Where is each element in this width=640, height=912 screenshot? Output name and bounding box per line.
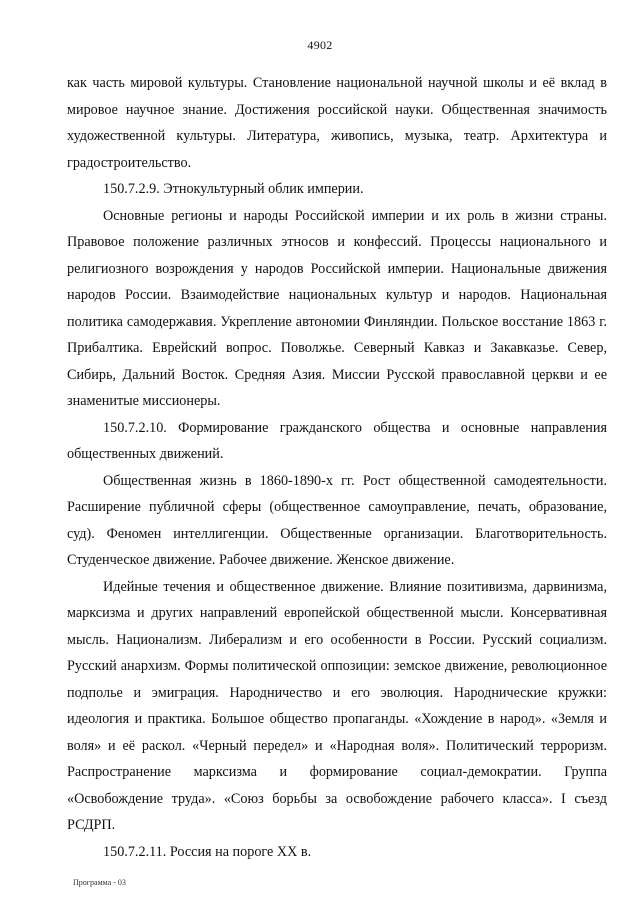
section-heading-civil-society: 150.7.2.10. Формирование гражданского общества и основные направления общественных движений. <box>67 419 607 462</box>
paragraph-regions-peoples: Основные регионы и народы Российской империи и их роль в жизни страны. Правовое положение различных этносов и конфессий. Процессы национального и религиозного возрождения у народов Российской империи. Национальные движения народов России. Взаимодействие национальных культур и народов. Национальная политика самодержавия. Укрепление автономии Финляндии. Польское восстание 1863 г. Прибалтика. Еврейский вопрос. Поволжье. Северный Кавказ и Закавказье. Север, Сибирь, Дальний Восток. Средняя Азия. Миссии Русской православной церкви и ее знаменитые миссионеры. <box>67 207 607 409</box>
footer-label: Программа - 03 <box>73 878 126 887</box>
section-heading-russia-xx-century: 150.7.2.11. Россия на пороге XX в. <box>103 843 312 860</box>
document-body <box>67 70 607 865</box>
paragraph-ideological-currents: Идейные течения и общественное движение. Влияние позитивизма, дарвинизма, марксизма и других направлений европейской общественной мысли. Консервативная мысль. Национализм. Либерализм и его особенности в России. Русский социализм. Русский анархизм. Формы политической оппозиции: земское движение, революционное подполье и эмиграция. Народничество и его эволюция. Народнические кружки: идеология и практика. Большое общество пропаганды. «Хождение в народ». «Земля и воля» и её раскол. «Черный передел» и «Народная воля». Политический терроризм. Распространение марксизма и формирование социал-демократии. Группа «Освобождение труда». «Союз борьбы за освобождение рабочего класса». I съезд РСДРП. <box>67 578 607 833</box>
paragraph-public-life: Общественная жизнь в 1860-1890-х гг. Рост общественной самодеятельности. Расширение публичной сферы (общественное самоуправление, печать, образование, суд). Феномен интеллигенции. Общественные организации. Благотворительность. Студенческое движение. Рабочее движение. Женское движение. <box>67 472 607 568</box>
section-heading-ethnocultural: 150.7.2.9. Этнокультурный облик империи. <box>103 181 364 197</box>
page-number: 4902 <box>307 38 333 52</box>
paragraph-culture-intro: как часть мировой культуры. Становление национальной научной школы и её вклад в мировое научное знание. Достижения российской науки. Общественная значимость художественной культуры. Литература, живопись, музыка, театр. Архитектура и градостроительство. <box>67 75 607 171</box>
